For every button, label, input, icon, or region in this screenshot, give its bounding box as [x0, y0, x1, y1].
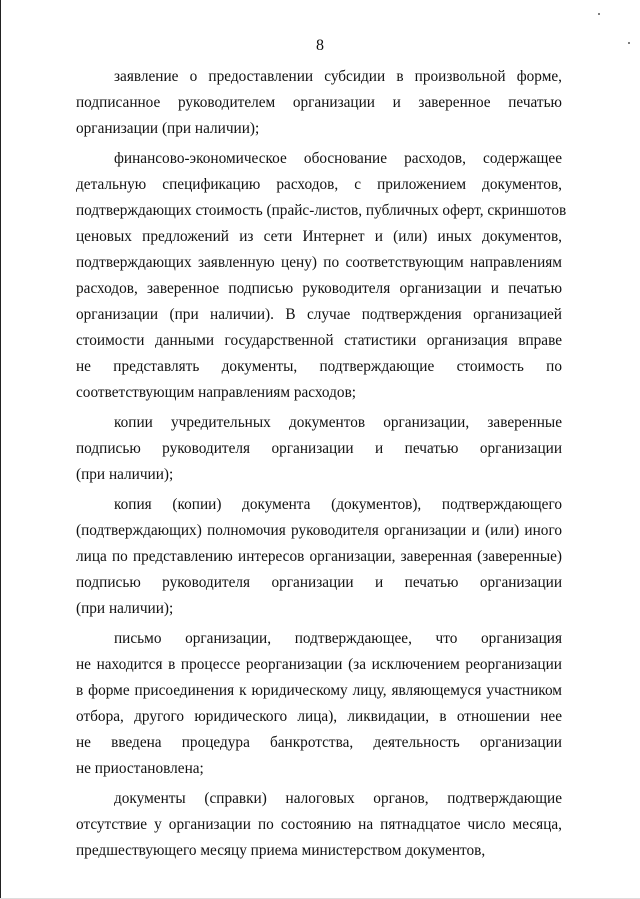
text-line: в форме присоединения к юридическому лицу, являющемуся участником [76, 682, 562, 699]
paragraph [76, 626, 562, 782]
text-line: (при наличии); [76, 600, 174, 617]
text-line: стоимости данными государственной статистики организация вправе [76, 332, 562, 349]
text-line: подписью руководителя организации и печатью организации [76, 574, 562, 591]
scan-left-edge [0, 0, 1, 899]
text-line: не находится в процессе реорганизации (за исключением реорганизации [76, 656, 562, 673]
text-line: отсутствие у организации по состоянию на пятнадцатое число месяца, [76, 816, 562, 833]
text-line: копии учредительных документов организации, заверенные [114, 414, 562, 431]
scan-speck [598, 13, 600, 15]
text-line: подтверждающих заявленную цену) по соответствующим направлениям [76, 254, 562, 271]
page-number: 8 [316, 37, 324, 54]
text-line: (подтверждающих) полномочия руководителя организации и (или) иного [76, 522, 562, 539]
text-line: не введена процедура банкротства, деятельность организации [76, 734, 562, 751]
text-line: детальную спецификацию расходов, с приложением документов, [76, 176, 562, 193]
paragraph [76, 64, 562, 142]
text-line: организации (при наличии). В случае подтверждения организацией [76, 306, 562, 323]
text-line: подписью руководителя организации и печатью организации [76, 440, 562, 457]
paragraph [76, 786, 562, 864]
text-line: организации (при наличии); [76, 120, 260, 137]
text-line: не приостановлена; [76, 760, 204, 777]
paragraph [76, 146, 567, 406]
text-line: (при наличии); [76, 466, 174, 483]
text-line: предшествующего месяцу приема министерством документов, [76, 842, 486, 859]
text-line: копия (копии) документа (документов), подтверждающего [114, 496, 562, 513]
text-line: лица по представлению интересов организации, заверенная (заверенные) [76, 548, 562, 565]
text-line: подписанное руководителем организации и заверенное печатью [76, 94, 562, 111]
text-line: финансово-экономическое обоснование расходов, содержащее [114, 150, 562, 167]
text-line: подтверждающих стоимость (прайс-листов, публичных оферт, скриншотов [76, 202, 567, 219]
text-line: расходов, заверенное подписью руководителя организации и печатью [76, 280, 562, 297]
text-line: документы (справки) налоговых органов, подтверждающие [114, 790, 562, 807]
text-line: письмо организации, подтверждающее, что организация [114, 630, 562, 647]
paragraph [76, 492, 562, 622]
text-line: соответствующим направлениям расходов; [76, 384, 357, 401]
text-line: отбора, другого юридического лица), ликвидации, в отношении нее [76, 708, 562, 725]
text-line: ценовых предложений из сети Интернет и (или) иных документов, [76, 228, 562, 245]
text-line: заявление о предоставлении субсидии в произвольной форме, [114, 68, 562, 85]
text-line: не представлять документы, подтверждающие стоимость по [76, 358, 562, 375]
document-body [76, 64, 567, 868]
paragraph [76, 410, 562, 488]
